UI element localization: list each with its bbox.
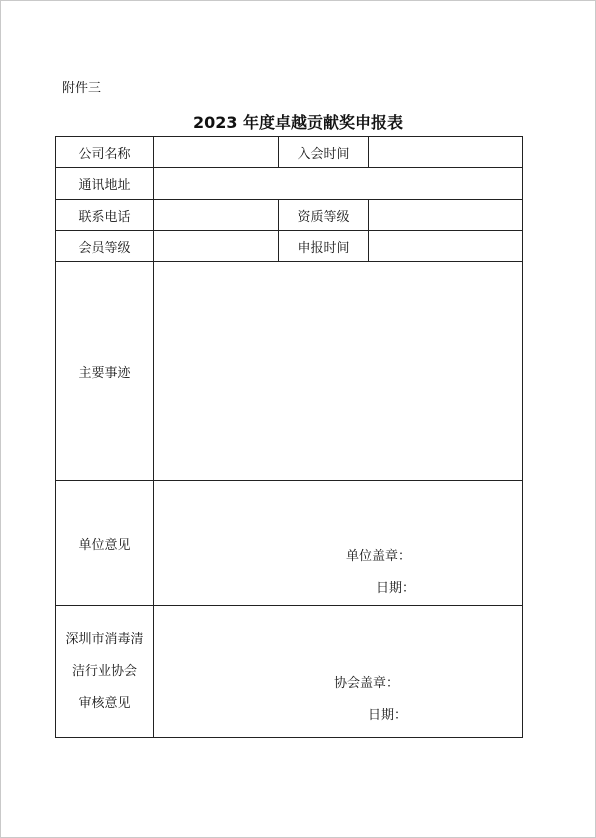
address-field[interactable] [154, 168, 523, 200]
association-opinion-label-line2: 洁行业协会 [71, 663, 137, 679]
qualification-field[interactable] [369, 200, 523, 231]
association-opinion-label-line3: 审核意见 [78, 695, 131, 711]
qualification-label: 资质等级 [279, 200, 369, 231]
unit-opinion-label: 单位意见 [56, 481, 154, 606]
main-deeds-label: 主要事迹 [56, 262, 154, 481]
company-name-field[interactable] [154, 137, 279, 168]
phone-field[interactable] [154, 200, 279, 231]
association-opinion-label [56, 606, 154, 738]
document-title: 2023 年度卓越贡献奖申报表 [192, 113, 404, 132]
company-name-label: 公司名称 [56, 137, 154, 168]
join-time-field[interactable] [369, 137, 523, 168]
member-level-label: 会员等级 [56, 231, 154, 262]
address-label: 通讯地址 [56, 168, 154, 200]
row-company [56, 137, 523, 168]
row-main-deeds [56, 262, 523, 481]
row-address [56, 168, 523, 200]
join-time-label: 入会时间 [279, 137, 369, 168]
application-form-table [55, 136, 523, 738]
association-opinion-field[interactable] [154, 606, 523, 738]
unit-opinion-field[interactable] [154, 481, 523, 606]
association-stamp-label: 协会盖章： [334, 676, 400, 691]
phone-label: 联系电话 [56, 200, 154, 231]
apply-time-label: 申报时间 [279, 231, 369, 262]
association-date-label: 日期： [368, 708, 408, 723]
row-unit-opinion [56, 481, 523, 606]
unit-stamp-label: 单位盖章： [346, 549, 412, 564]
unit-date-label: 日期： [376, 581, 416, 596]
apply-time-field[interactable] [369, 231, 523, 262]
row-member-level [56, 231, 523, 262]
member-level-field[interactable] [154, 231, 279, 262]
row-phone [56, 200, 523, 231]
association-opinion-label-line1: 深圳市消毒清 [65, 631, 144, 647]
main-deeds-field[interactable] [154, 262, 523, 481]
attachment-label: 附件三 [62, 81, 102, 96]
row-association-opinion [56, 606, 523, 738]
